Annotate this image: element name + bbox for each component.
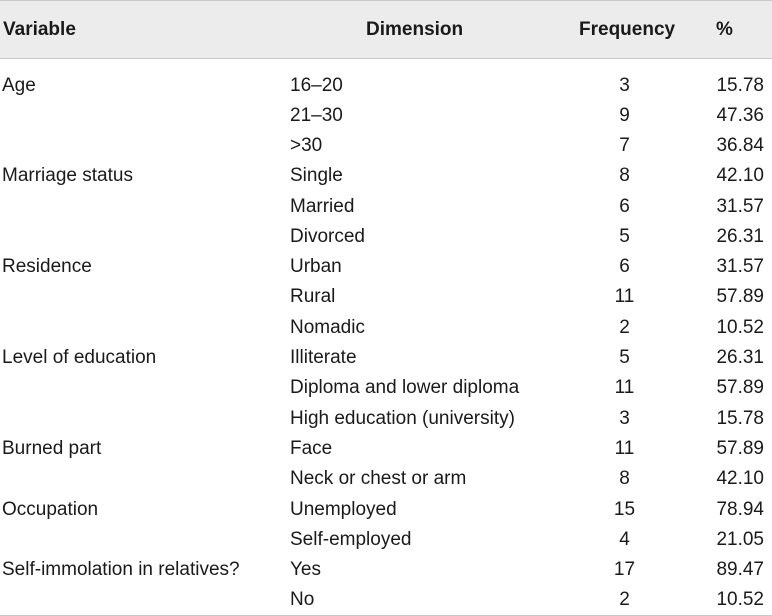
cell-percent: 57.89 xyxy=(716,377,764,399)
cell-dimension: Divorced xyxy=(290,225,365,247)
cell-percent: 47.36 xyxy=(716,104,764,126)
cell-frequency: 8 xyxy=(619,165,630,187)
cell-variable xyxy=(0,222,290,252)
cell-variable xyxy=(0,191,290,221)
table-row xyxy=(0,403,772,433)
cell-frequency: 5 xyxy=(619,347,630,369)
cell-dimension: Diploma and lower diploma xyxy=(290,377,520,399)
cell-frequency: 7 xyxy=(619,134,630,156)
cell-dimension: 16–20 xyxy=(290,74,343,96)
header-row xyxy=(0,1,772,59)
cell-percent: 15.78 xyxy=(716,74,764,96)
cell-dimension: Self-employed xyxy=(290,528,412,550)
header-frequency: Frequency xyxy=(558,1,670,59)
cell-dimension: Married xyxy=(290,195,355,217)
table-row xyxy=(0,282,772,312)
cell-percent: 10.52 xyxy=(716,316,764,338)
cell-dimension: High education (university) xyxy=(290,407,515,429)
cell-variable: Marriage status xyxy=(2,165,133,187)
table-row xyxy=(0,313,772,343)
cell-percent: 31.57 xyxy=(716,195,764,217)
cell-percent: 42.10 xyxy=(716,468,764,490)
cell-variable: Self-immolation in relatives? xyxy=(2,559,240,581)
cell-percent: 21.05 xyxy=(716,528,764,550)
table-row xyxy=(0,343,772,373)
cell-percent: 15.78 xyxy=(716,407,764,429)
cell-variable xyxy=(0,525,290,555)
cell-frequency: 2 xyxy=(619,316,630,338)
cell-percent: 10.52 xyxy=(670,585,772,615)
cell-variable xyxy=(0,373,290,403)
table-row xyxy=(0,59,772,101)
cell-frequency: 6 xyxy=(619,256,630,278)
cell-frequency: 6 xyxy=(619,195,630,217)
header-percent: % xyxy=(670,1,772,59)
cell-frequency: 11 xyxy=(614,437,635,459)
cell-percent: 26.31 xyxy=(716,225,764,247)
cell-dimension: Urban xyxy=(290,256,342,278)
cell-dimension: Nomadic xyxy=(290,316,365,338)
cell-variable: Burned part xyxy=(2,437,102,459)
table-row xyxy=(0,494,772,524)
cell-variable xyxy=(0,403,290,433)
cell-frequency: 5 xyxy=(619,225,630,247)
table-body xyxy=(0,59,772,616)
cell-frequency: 15 xyxy=(613,498,636,520)
table-row xyxy=(0,222,772,252)
cell-frequency: 4 xyxy=(619,528,630,550)
cell-variable xyxy=(0,585,290,615)
cell-variable xyxy=(0,282,290,312)
cell-frequency: 8 xyxy=(619,468,630,490)
cell-percent: 57.89 xyxy=(716,286,764,308)
cell-variable xyxy=(0,464,290,494)
cell-dimension: Single xyxy=(290,165,343,187)
cell-dimension: Rural xyxy=(290,286,336,308)
cell-dimension: Yes xyxy=(290,559,321,581)
table-row xyxy=(0,131,772,161)
cell-variable xyxy=(0,131,290,161)
table-row xyxy=(0,585,772,615)
cell-dimension: No xyxy=(290,585,558,615)
cell-dimension: Neck or chest or arm xyxy=(290,468,467,490)
table-header xyxy=(0,1,772,59)
table-row xyxy=(0,373,772,403)
cell-dimension: 21–30 xyxy=(290,104,343,126)
table-row xyxy=(0,555,772,585)
cell-frequency: 9 xyxy=(619,104,630,126)
cell-frequency: 2 xyxy=(558,585,670,615)
cell-frequency: 11 xyxy=(614,286,635,308)
cell-variable xyxy=(0,101,290,131)
table-row xyxy=(0,252,772,282)
cell-dimension: Face xyxy=(290,437,333,459)
table-row xyxy=(0,525,772,555)
header-variable: Variable xyxy=(0,1,290,59)
cell-percent: 31.57 xyxy=(716,256,764,278)
cell-dimension: Unemployed xyxy=(290,498,397,520)
cell-frequency: 11 xyxy=(614,377,635,399)
cell-variable: Level of education xyxy=(2,347,157,369)
table-row xyxy=(0,101,772,131)
cell-percent: 26.31 xyxy=(716,347,764,369)
table-row xyxy=(0,464,772,494)
cell-dimension: Illiterate xyxy=(290,347,357,369)
cell-percent: 89.47 xyxy=(716,559,764,581)
table-row xyxy=(0,434,772,464)
cell-variable: Residence xyxy=(2,256,92,278)
cell-variable xyxy=(0,313,290,343)
cell-variable: Occupation xyxy=(2,498,99,520)
cell-percent: 57.89 xyxy=(716,437,764,459)
table-row xyxy=(0,191,772,221)
cell-dimension: >30 xyxy=(290,134,323,156)
cell-frequency: 17 xyxy=(613,559,636,581)
header-dimension: Dimension xyxy=(290,1,558,59)
cell-frequency: 3 xyxy=(619,74,630,96)
cell-frequency: 3 xyxy=(619,407,630,429)
cell-variable: Age xyxy=(2,74,36,96)
cell-percent: 36.84 xyxy=(716,134,764,156)
table-row xyxy=(0,161,772,191)
cell-percent: 42.10 xyxy=(716,165,764,187)
cell-percent: 78.94 xyxy=(716,498,764,520)
